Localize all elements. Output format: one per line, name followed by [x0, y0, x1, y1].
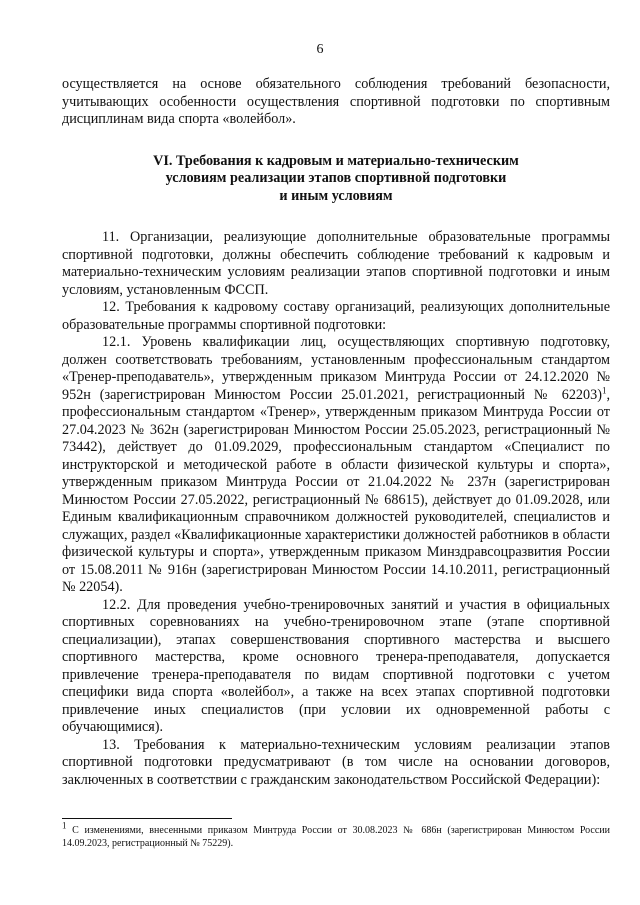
paragraph-12: 12. Требования к кадровому составу организаций, реализующих дополнительные образовательные программы спортивной подготовки:	[62, 299, 610, 333]
section-heading-line-2: условиям реализации этапов спортивной подготовки	[165, 170, 507, 186]
section-heading	[62, 153, 610, 206]
paragraph-12-1-text-end: , профессиональным стандартом «Тренер», утвержденным приказом Минтруда России от 27.04.2023 № 362н (зарегистрирован Минюстом России 25.05.2023, регистрационный № 73442), действует до 01.09.2029, профессиональным стандартом «Специалист по инструкторской и методической работе в области физической культуры и спорта», утвержденным приказом Минтруда России от 21.04.2022 № 237н (зарегистрирован Минюстом России 27.05.2022, регистрационный № 68615), действует до 01.09.2028, или Единым квалификационным справочником должностей руководителей, специалистов и служащих, раздел «Квалификационные характеристики должностей работников в области физической культуры и спорта», утвержденным приказом Минздравсоцразвития России от 15.08.2011 № 916н (зарегистрирован Минюстом России 14.10.2011, регистрационный № 22054).	[62, 386, 610, 595]
section-heading-line-3: и иным условиям	[279, 187, 393, 204]
paragraph-12-1-text-start: 12.1. Уровень квалификации лиц, осуществляющих спортивную подготовку, должен соответствовать требованиям, установленным профессиональным стандартом «Тренер-преподаватель», утвержденным приказом Минтруда России от 24.12.2020 № 952н (зарегистрирован Минюстом России 25.01.2021, регистрационный № 62203)	[62, 334, 610, 403]
footnote	[62, 820, 610, 850]
paragraph-12-2: 12.2. Для проведения учебно-тренировочных занятий и участия в официальных спортивных соревнованиях на учебно-тренировочном этапе (этапе спортивной специализации), этапах совершенствования спортивного мастерства и высшего спортивного мастерства, кроме основного тренера-преподавателя, допускается привлечение тренера-преподавателя по видам спортивной подготовки с учетом специфики вида спорта «волейбол», а также на всех этапах спортивной подготовки привлечение иных специалистов (при условии их одновременной работы с обучающимися).	[62, 596, 610, 735]
document-body	[62, 76, 610, 789]
paragraph-11: 11. Организации, реализующие дополнительные образовательные программы спортивной подготовки, должны обеспечить соблюдение требований к кадровым и материально-техническим условиям реализации этапов спортивной подготовки и иным условиям, установленным ФССП.	[62, 229, 610, 298]
footnote-divider	[62, 818, 232, 819]
footnote-reference[interactable]: 1	[601, 384, 607, 395]
paragraph-13: 13. Требования к материально-техническим условиям реализации этапов спортивной подготовки предусматривают (в том числе на основании договоров, заключенных в соответствии с гражданским законодательством Российской Федерации):	[62, 736, 610, 788]
intro-paragraph: осуществляется на основе обязательного соблюдения требований безопасности, учитывающих особенности осуществления спортивной подготовки по спортивным дисциплинам вида спорта «волейбол».	[62, 76, 610, 127]
page-number: 6	[316, 42, 324, 57]
paragraph-12-1	[62, 334, 610, 597]
footnote-text: С изменениями, внесенными приказом Минтруда России от 30.08.2023 № 686н (зарегистрирован Минюстом России 14.09.2023, регистрационный № 75229).	[62, 825, 610, 849]
footnote-marker: 1	[62, 820, 67, 831]
section-heading-line-1: VI. Требования к кадровым и материально-техническим	[153, 152, 519, 169]
